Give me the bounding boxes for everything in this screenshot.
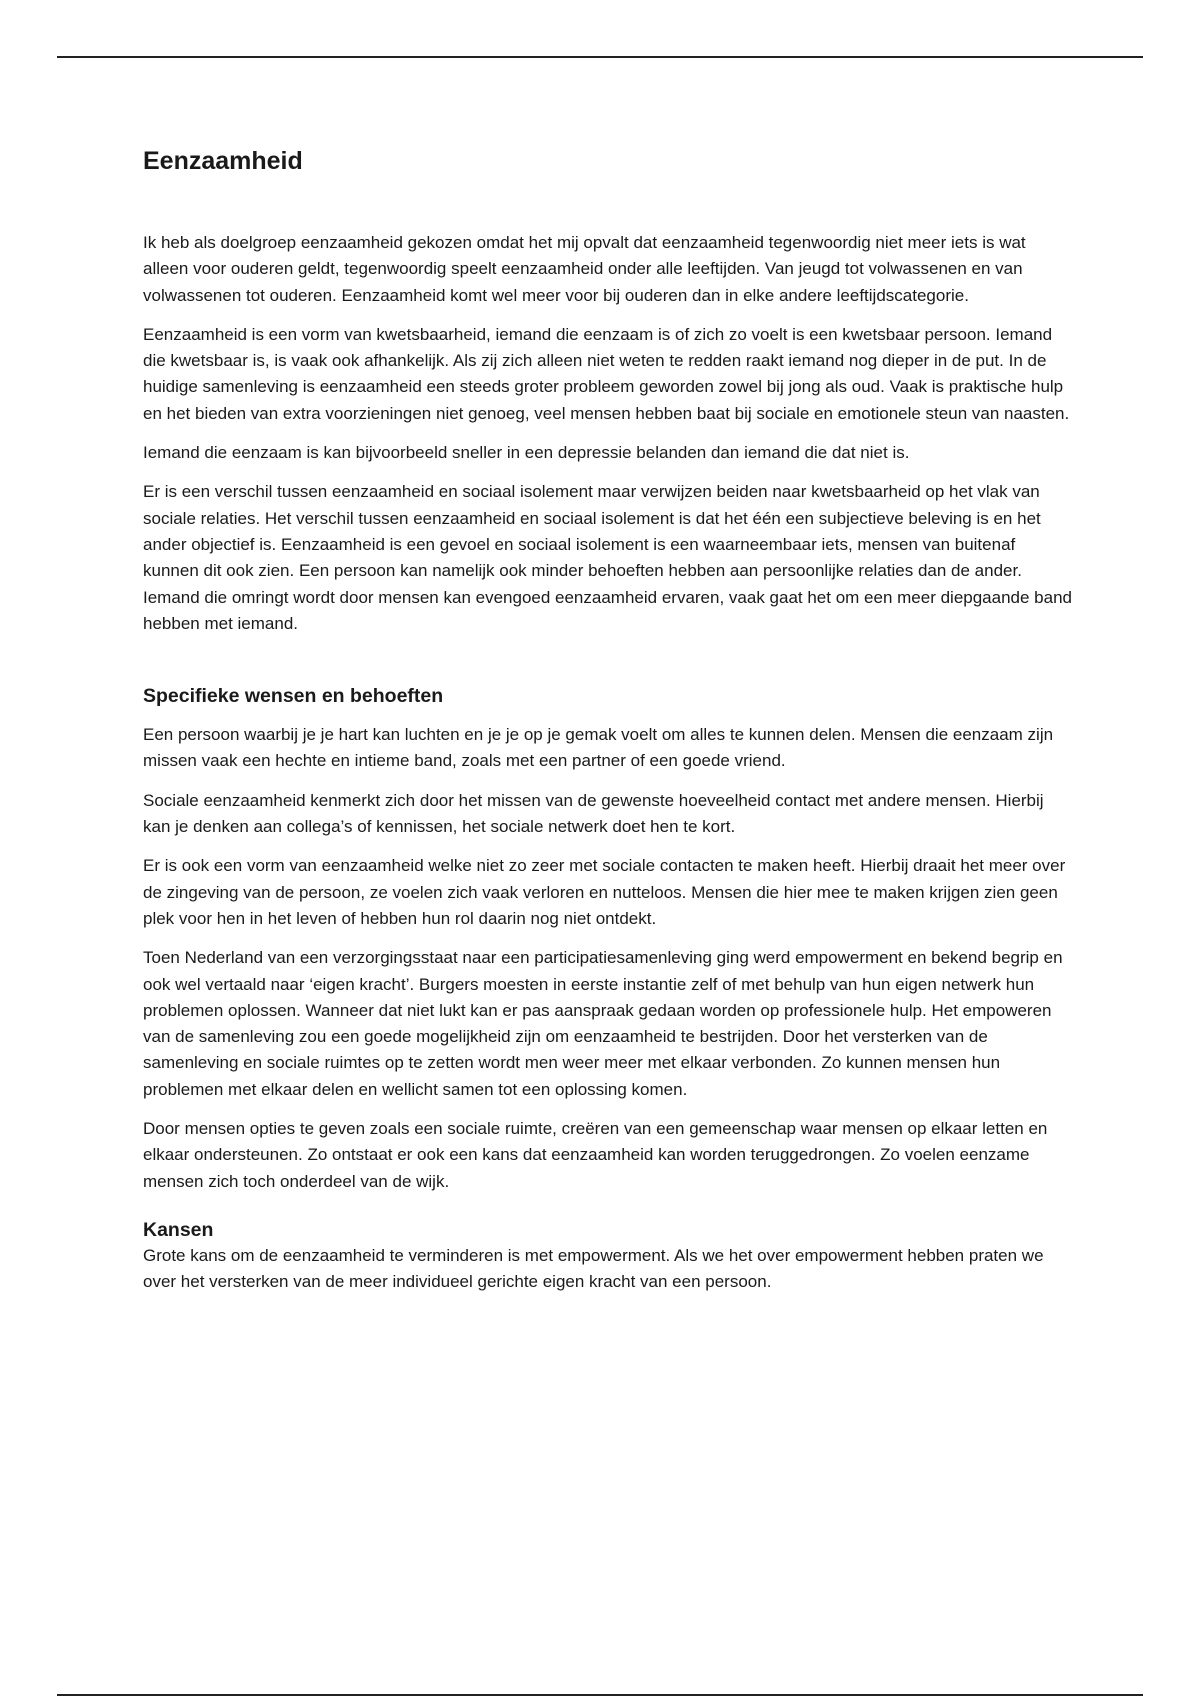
intro-paragraph: Eenzaamheid is een vorm van kwetsbaarheid, iemand die eenzaam is of zich zo voelt is een kwetsbaar persoon. Iemand die kwetsbaar is, is vaak ook afhankelijk. Als zij zich alleen niet weten te redden raakt iemand nog dieper in de put. In de huidige samenleving is eenzaamheid een steeds groter probleem geworden zowel bij jong als oud. Vaak is praktische hulp en het bieden van extra voorzieningen niet genoeg, veel mensen hebben baat bij sociale en emotionele steun van naasten.	[143, 324, 1070, 423]
bottom-rule	[57, 1694, 1143, 1696]
needs-section	[143, 722, 1073, 1195]
needs-paragraph: Door mensen opties te geven zoals een sociale ruimte, creëren van een gemeenschap waar mensen op elkaar letten en elkaar ondersteunen. Zo ontstaat er ook een kans dat eenzaamheid kan worden teruggedrongen. Zo voelen eenzame mensen zich toch onderdeel van de wijk.	[143, 1119, 1048, 1191]
section-heading-needs: Specifieke wensen en behoeften	[143, 685, 444, 708]
intro-paragraph: Er is een verschil tussen eenzaamheid en sociaal isolement maar verwijzen beiden naar kwetsbaarheid op het vlak van sociale relaties. Het verschil tussen eenzaamheid en sociaal isolement is dat het één een subjectieve beleving is en het ander objectief is. Eenzaamheid is een gevoel en sociaal isolement is een waarneembaar iets, mensen van buitenaf kunnen dit ook zien. Een persoon kan namelijk ook minder behoeften hebben aan persoonlijke relaties dan de ander. Iemand die omringt wordt door mensen kan evengoed eenzaamheid ervaren, vaak gaat het om een meer diepgaande band hebben met iemand.	[143, 482, 1072, 633]
document-title: Eenzaamheid	[143, 147, 303, 175]
needs-paragraph: Er is ook een vorm van eenzaamheid welke niet zo zeer met sociale contacten te maken heeft. Hierbij draait het meer over de zingeving van de persoon, ze voelen zich vaak verloren en nutteloos. Mensen die hier mee te maken krijgen zien geen plek voor hen in het leven of hebben hun rol daarin nog niet ontdekt.	[143, 856, 1066, 928]
intro-paragraph: Iemand die eenzaam is kan bijvoorbeeld sneller in een depressie belanden dan iemand die dat niet is.	[143, 443, 910, 463]
needs-paragraph: Sociale eenzaamheid kenmerkt zich door het missen van de gewenste hoeveelheid contact met andere mensen. Hierbij kan je denken aan collega’s of kennissen, het sociale netwerk doet hen te kort.	[143, 790, 1044, 837]
chances-section	[143, 1243, 1073, 1296]
intro-paragraph: Ik heb als doelgroep eenzaamheid gekozen omdat het mij opvalt dat eenzaamheid tegenwoordig niet meer iets is wat alleen voor ouderen geldt, tegenwoordig speelt eenzaamheid onder alle leeftijden. Van jeugd tot volwassenen en van volwassenen tot ouderen. Eenzaamheid komt wel meer voor bij ouderen dan in elke andere leeftijdscategorie.	[143, 233, 1026, 305]
needs-paragraph: Een persoon waarbij je je hart kan luchten en je je op je gemak voelt om alles te kunnen delen. Mensen die eenzaam zijn missen vaak een hechte en intieme band, zoals met een partner of een goede vriend.	[143, 725, 1054, 771]
intro-section	[143, 230, 1073, 637]
section-heading-chances: Kansen	[143, 1218, 214, 1241]
document-page	[143, 138, 1073, 1309]
chances-paragraph: Grote kans om de eenzaamheid te verminderen is met empowerment. Als we het over empowerment hebben praten we over het versterken van de meer individueel gerichte eigen kracht van een persoon.	[143, 1245, 1044, 1292]
top-rule	[57, 56, 1143, 58]
needs-paragraph: Toen Nederland van een verzorgingsstaat naar een participatiesamenleving ging werd empowerment en bekend begrip en ook wel vertaald naar ‘eigen kracht’. Burgers moesten in eerste instantie zelf of met behulp van hun eigen netwerk hun problemen oplossen. Wanneer dat niet lukt kan er pas aanspraak gedaan worden op professionele hulp. Het empoweren van de samenleving zou een goede mogelijkheid zijn om eenzaamheid te bestrijden. Door het versterken van de samenleving en sociale ruimtes op te zetten wordt men weer meer met elkaar verbonden. Zo kunnen mensen hun problemen met elkaar delen en wellicht samen tot een oplossing komen.	[143, 948, 1063, 1099]
